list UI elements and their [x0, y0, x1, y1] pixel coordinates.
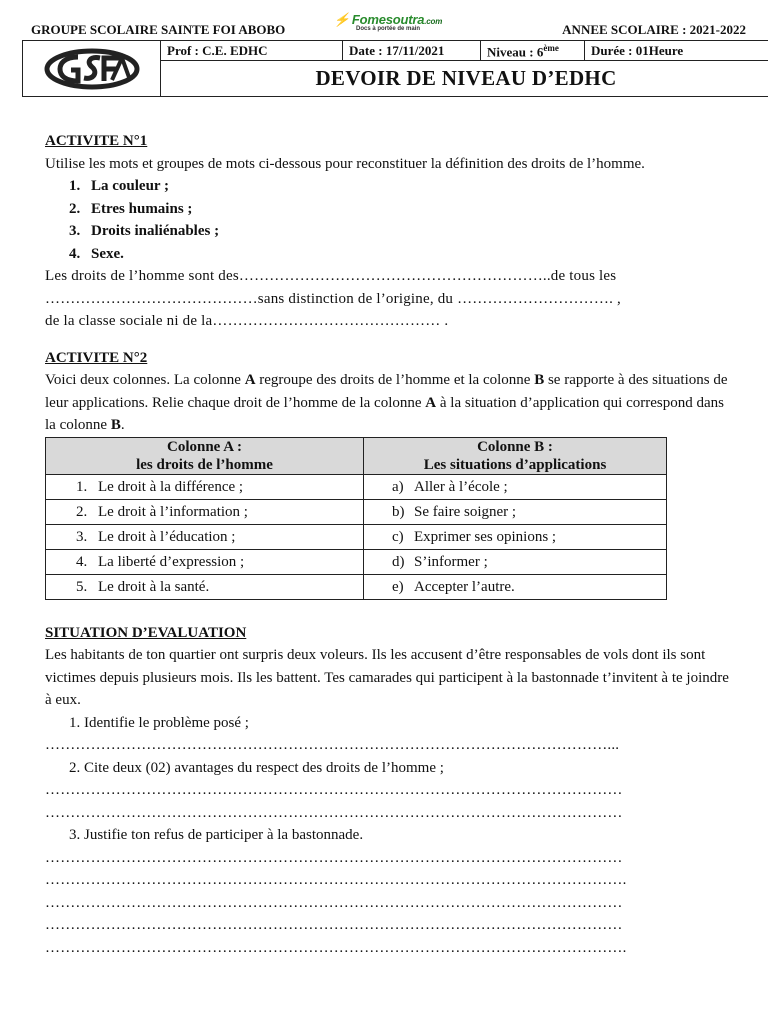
answer-line: …………………………………………………………………………………………………… — [45, 804, 623, 821]
duree-cell: Durée : 01Heure — [591, 43, 684, 58]
question-2: 2. Cite deux (02) avantages du respect des droits de l’homme ; — [69, 759, 444, 776]
table-cell: b) Se faire soigner ; — [364, 499, 667, 524]
list-item: 1. La couleur ; — [69, 178, 170, 194]
situation-title: SITUATION D’EVALUATION — [45, 624, 247, 641]
table-row — [46, 474, 667, 499]
list-item: 2. Etres humains ; — [69, 200, 193, 217]
niveau-cell: Niveau : 6ème — [481, 41, 585, 60]
school-logo — [23, 41, 161, 96]
table-cell: d) S’informer ; — [364, 549, 667, 574]
word-list — [45, 175, 735, 265]
brand-name: ⚡ Fomesoutra.com — [333, 12, 443, 27]
table-cell: 4. La liberté d’expression ; — [46, 549, 364, 574]
table-row — [46, 574, 667, 599]
table-cell: a) Aller à l’école ; — [364, 474, 667, 499]
table-cell: 1. Le droit à la différence ; — [46, 474, 364, 499]
answer-line: …………………………………………………………………………………………………… — [45, 917, 623, 933]
matching-table — [45, 437, 667, 600]
brand-logo — [323, 12, 453, 32]
activite2-title: ACTIVITE N°2 — [45, 349, 148, 366]
date-cell: Date : 17/11/2021 — [343, 41, 481, 60]
fill-line-2: ……………………………………sans distinction de l’origine, du …………………………. , — [45, 290, 621, 307]
answer-line: …………………………………………………………………………………………………… — [45, 849, 623, 866]
fill-line-1: Les droits de l’homme sont des……………………………………………………..de tous les — [45, 268, 617, 284]
table-row — [46, 524, 667, 549]
info-row — [161, 41, 768, 61]
question-3: 3. Justifie ton refus de participer à la bastonnade. — [69, 827, 364, 843]
answer-line: …………………………………………………………………………………………………... — [45, 737, 620, 753]
list-item: 3. Droits inaliénables ; — [69, 223, 220, 239]
activite1-title: ACTIVITE N°1 — [45, 133, 148, 149]
table-row — [46, 549, 667, 574]
table-cell: c) Exprimer ses opinions ; — [364, 524, 667, 549]
document-body — [45, 130, 735, 959]
devoir-title: DEVOIR DE NIVEAU D’EDHC — [315, 66, 617, 90]
brand-tagline: Docs à portée de main — [355, 26, 421, 32]
activite1-intro: Utilise les mots et groupes de mots ci-dessous pour reconstituer la définition des droits de l’homme. — [45, 155, 645, 172]
fill-line-3: de la classe sociale ni de la……………………………………… . — [45, 313, 449, 329]
header-box — [22, 40, 768, 97]
school-name: GROUPE SCOLAIRE SAINTE FOI ABOBO — [31, 22, 286, 37]
table-row — [46, 499, 667, 524]
table-cell: 5. Le droit à la santé. — [46, 574, 364, 599]
column-b-header: Colonne B : Les situations d’applications — [364, 437, 667, 474]
activite2-intro: Voici deux colonnes. La colonne A regroupe des droits de l’homme et la colonne B se rapporte à des situations de leur applications. Relie chaque droit de l’homme de la colonne A à la situation d’application qui correspond dans la colonne B. — [45, 372, 728, 433]
answer-line: …………………………………………………………………………………………………… — [45, 782, 623, 798]
answer-line: …………………………………………………………………………………………………… — [45, 894, 623, 911]
answer-line: ……………………………………………………………………………………………………. — [45, 939, 627, 956]
top-line — [31, 12, 746, 40]
question-1: 1. Identifie le problème posé ; — [69, 714, 249, 731]
table-cell: e) Accepter l’autre. — [364, 574, 667, 599]
situation-text: Les habitants de ton quartier ont surpris deux voleurs. Ils les accusent d’être responsables de vols dont ils sont victimes depuis plusieurs mois. Ils les battent. Tes camarades qui participent à la bastonnade t’invitent à te joindre à eux. — [45, 647, 729, 708]
answer-line: ……………………………………………………………………………………………………. — [45, 872, 627, 888]
bolt-icon: ⚡ — [333, 12, 350, 27]
gsfa-logo-icon — [44, 48, 140, 90]
column-a-header: Colonne A : les droits de l’homme — [46, 437, 364, 474]
school-year: ANNEE SCOLAIRE : 2021-2022 — [562, 22, 746, 37]
list-item: 4. Sexe. — [69, 245, 124, 262]
prof-cell: Prof : C.E. EDHC — [161, 41, 343, 60]
table-cell: 2. Le droit à l’information ; — [46, 499, 364, 524]
table-cell: 3. Le droit à l’éducation ; — [46, 524, 364, 549]
